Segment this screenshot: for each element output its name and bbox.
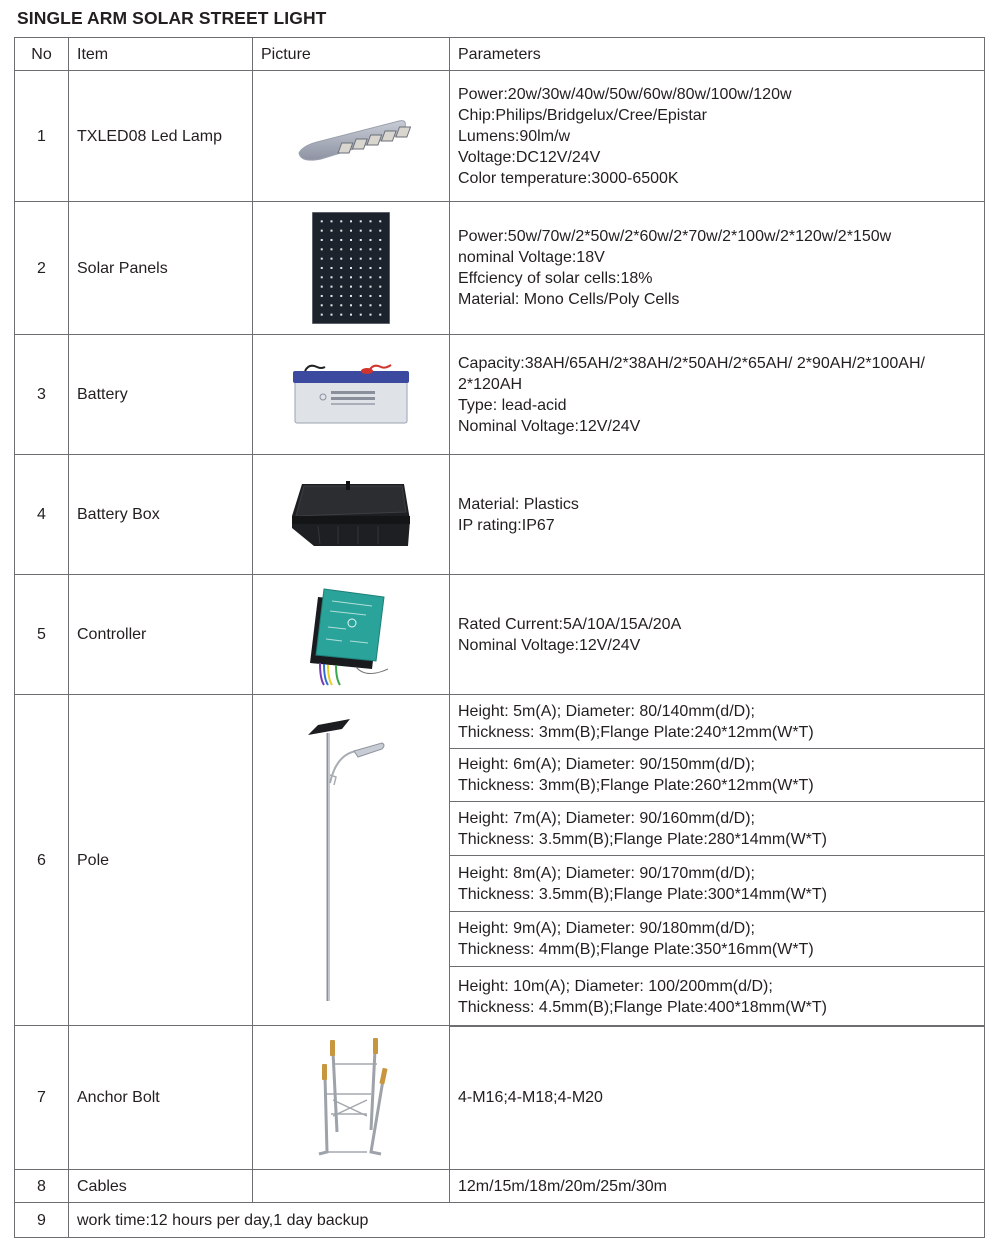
row-7-item: Anchor Bolt xyxy=(68,1025,253,1170)
row-3-picture xyxy=(252,334,450,455)
param-line: Height: 6m(A); Diameter: 90/150mm(d/D); xyxy=(458,756,755,773)
param-line: Height: 10m(A); Diameter: 100/200mm(d/D); xyxy=(458,977,773,995)
row-5-params xyxy=(449,574,985,695)
param-line: Material: Mono Cells/Poly Cells xyxy=(458,291,680,308)
param-line: Lumens:90lm/w xyxy=(458,127,571,145)
param-line: Height: 5m(A); Diameter: 80/140mm(d/D); xyxy=(458,702,755,720)
param-line: Thickness: 4mm(B);Flange Plate:350*16mm(W*T) xyxy=(458,941,814,958)
row-1-item: TXLED08 Led Lamp xyxy=(68,70,253,202)
battery-image xyxy=(291,363,411,427)
row-3-no: 3 xyxy=(14,334,69,455)
row-8-params xyxy=(449,1169,985,1203)
row-7-params xyxy=(449,1025,985,1170)
row-1-no: 1 xyxy=(14,70,69,202)
param-line: Thickness: 4.5mm(B);Flange Plate:400*18mm(W*T) xyxy=(458,998,827,1016)
pole-spec-row xyxy=(449,911,985,967)
param-line: IP rating:IP67 xyxy=(458,516,555,534)
row-1-picture xyxy=(252,70,450,202)
row-1-params xyxy=(449,70,985,202)
row-6-picture xyxy=(252,694,450,1026)
page-title: SINGLE ARM SOLAR STREET LIGHT xyxy=(17,8,327,28)
param-line: Effciency of solar cells:18% xyxy=(458,270,653,287)
row-6-no: 6 xyxy=(14,694,69,1026)
row-8-item: Cables xyxy=(68,1169,253,1203)
anchor-bolt-image xyxy=(311,1036,391,1160)
param-line: Power:20w/30w/40w/50w/60w/80w/100w/120w xyxy=(458,85,792,103)
led-lamp-image xyxy=(291,101,411,171)
header-picture: Picture xyxy=(252,37,450,71)
pole-spec-row xyxy=(449,694,985,749)
row-5-item: Controller xyxy=(68,574,253,695)
row-5-no: 5 xyxy=(14,574,69,695)
row-5-picture xyxy=(252,574,450,695)
spec-table xyxy=(15,38,985,1238)
param-line: 2*120AH xyxy=(458,375,523,393)
row-6-item: Pole xyxy=(68,694,253,1026)
param-line: 4-M16;4-M18;4-M20 xyxy=(458,1089,603,1106)
row-4-params xyxy=(449,454,985,575)
param-line: Capacity:38AH/65AH/2*38AH/2*50AH/2*65AH/ 2*90AH/2*100AH/ xyxy=(458,354,925,372)
row-3-params xyxy=(449,334,985,455)
row-2-no: 2 xyxy=(14,201,69,335)
row-2-picture xyxy=(252,201,450,335)
row-8-picture xyxy=(252,1169,450,1203)
pole-specs xyxy=(450,695,986,1027)
row-8-no: 8 xyxy=(14,1169,69,1203)
header-no: No xyxy=(14,37,69,71)
battery-box-image xyxy=(288,480,414,550)
pole-spec-row xyxy=(449,801,985,856)
row-7-no: 7 xyxy=(14,1025,69,1170)
row-3-item: Battery xyxy=(68,334,253,455)
row-4-item: Battery Box xyxy=(68,454,253,575)
row-9-no: 9 xyxy=(14,1202,69,1238)
pole-spec-row xyxy=(449,966,985,1027)
param-line: Thickness: 3mm(B);Flange Plate:260*12mm(W*T) xyxy=(458,777,814,794)
param-line: Height: 9m(A); Diameter: 90/180mm(d/D); xyxy=(458,920,755,937)
param-line: Rated Current:5A/10A/15A/20A xyxy=(458,615,682,633)
pole-spec-row xyxy=(449,855,985,912)
row-9-text: work time:12 hours per day,1 day backup xyxy=(68,1202,985,1238)
solar-panel-image xyxy=(312,212,390,324)
pole-image xyxy=(306,715,396,1005)
param-line: Nominal Voltage:12V/24V xyxy=(458,417,641,435)
row-4-picture xyxy=(252,454,450,575)
pole-spec-row xyxy=(449,748,985,802)
header-parameters: Parameters xyxy=(449,37,985,71)
param-line: Color temperature:3000-6500K xyxy=(458,169,679,187)
param-line: nominal Voltage:18V xyxy=(458,249,605,266)
controller-image xyxy=(306,583,396,687)
param-line: Thickness: 3.5mm(B);Flange Plate:280*14mm(W*T) xyxy=(458,830,827,848)
param-line: Height: 7m(A); Diameter: 90/160mm(d/D); xyxy=(458,809,755,827)
param-line: Thickness: 3.5mm(B);Flange Plate:300*14mm(W*T) xyxy=(458,885,827,903)
param-line: Chip:Philips/Bridgelux/Cree/Epistar xyxy=(458,106,707,124)
row-2-item: Solar Panels xyxy=(68,201,253,335)
param-line: Height: 8m(A); Diameter: 90/170mm(d/D); xyxy=(458,864,755,882)
row-4-no: 4 xyxy=(14,454,69,575)
row-7-picture xyxy=(252,1025,450,1170)
param-line: 12m/15m/18m/20m/25m/30m xyxy=(458,1177,667,1195)
param-line: Power:50w/70w/2*50w/2*60w/2*70w/2*100w/2*120w/2*150w xyxy=(458,228,892,245)
row-2-params xyxy=(449,201,985,335)
param-line: Voltage:DC12V/24V xyxy=(458,148,601,166)
header-item: Item xyxy=(68,37,253,71)
param-line: Nominal Voltage:12V/24V xyxy=(458,636,641,654)
param-line: Thickness: 3mm(B);Flange Plate:240*12mm(W*T) xyxy=(458,723,814,741)
param-line: Material: Plastics xyxy=(458,495,579,513)
param-line: Type: lead-acid xyxy=(458,396,567,414)
